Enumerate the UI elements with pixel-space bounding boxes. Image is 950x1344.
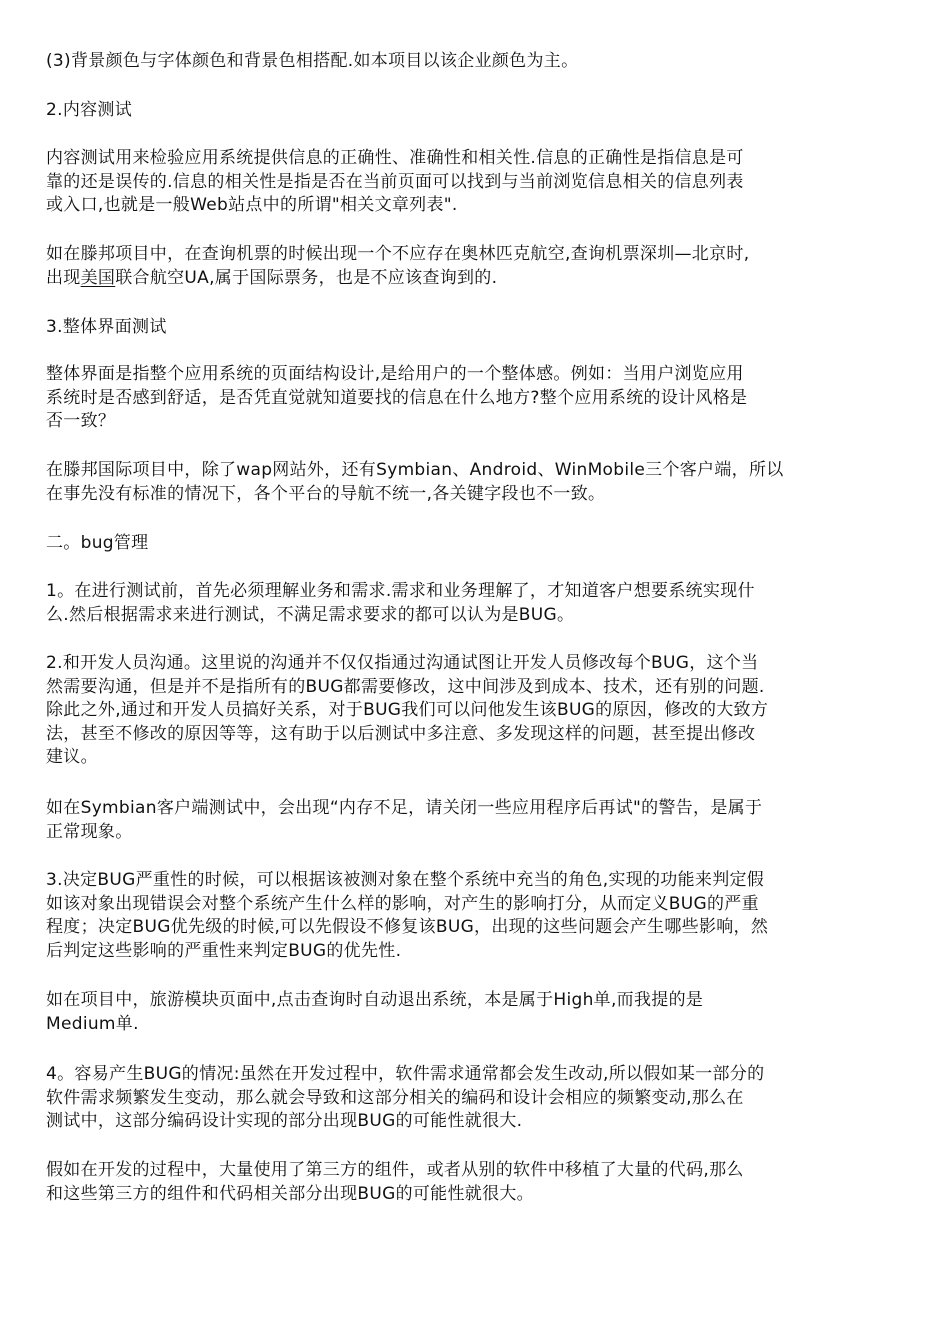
text-line: 正常现象。 [46,821,133,842]
text-segment: 联合航空UA,属于国际票务，也是不应该查询到的. [115,267,498,288]
text-line: 如该对象出现错误会对整个系统产生什么样的影响，对产生的影响打分，从而定义BUG的严重 [46,893,759,914]
text-line: 3.整体界面测试 [46,317,167,337]
paragraph-tengbang-example [46,243,916,290]
heading-bug-management [46,532,916,556]
paragraph-bug-4 [46,1063,916,1134]
text-line: 2.内容测试 [46,100,133,120]
text-line: Medium单. [46,1013,139,1034]
text-line: 2.和开发人员沟通。这里说的沟通并不仅仅指通过沟通试图让开发人员修改每个BUG，这个当 [46,653,759,673]
text-line: 如在Symbian客户端测试中，会出现“内存不足，请关闭一些应用程序后再试"的警告，是属于 [46,798,763,818]
paragraph-background-color [46,50,916,74]
text-line [46,267,916,291]
text-line: 程度；决定BUG优先级的时候,可以先假设不修复该BUG，出现的这些问题会产生哪些影响，然 [46,917,769,937]
heading-ui-test [46,316,916,340]
text-line: 整体界面是指整个应用系统的页面结构设计,是给用户的一个整体感。例如：当用户浏览应用 [46,364,744,384]
text-line: 二。bug管理 [46,533,149,553]
paragraph-content-test [46,147,916,218]
text-line: 法，甚至不修改的原因等等，这有助于以后测试中多注意、多发现这样的问题，甚至提出修改 [46,723,756,744]
text-line: 否一致？ [46,411,116,431]
paragraph-bug-2 [46,652,916,770]
paragraph-bug-1 [46,580,916,627]
paragraph-ui-test [46,363,916,434]
text-line: (3)背景颜色与字体颜色和背景色相搭配.如本项目以该企业颜色为主。 [46,51,579,71]
text-line: 和这些第三方的组件和代码相关部分出现BUG的可能性就很大。 [46,1183,534,1204]
text-line: 靠的还是误传的.信息的相关性是指是否在当前页面可以找到与当前浏览信息相关的信息列表 [46,171,744,192]
text-line: 在滕邦国际项目中，除了wap网站外，还有Symbian、Android、WinMobile三个客户端，所以 [46,460,784,480]
paragraph-bug-3 [46,869,916,963]
text-line: 系统时是否感到舒适，是否凭直觉就知道要找的信息在什么地方?整个应用系统的设计风格是 [46,387,748,408]
text-line: 然需要沟通，但是并不是指所有的BUG都需要修改，这中间涉及到成本、技术，还有别的问题. [46,676,765,697]
text-line: 1。在进行测试前，首先必须理解业务和需求.需求和业务理解了，才知道客户想要系统实现什 [46,581,755,601]
text-line: 建议。 [46,747,98,767]
paragraph-travel-example [46,989,916,1036]
text-line: 3.决定BUG严重性的时候，可以根据该被测对象在整个系统中充当的角色,实现的功能来判定假 [46,870,765,890]
text-segment: 出现 [46,267,81,288]
heading-content-test [46,99,916,123]
usa-link[interactable]: 美国 [80,267,116,288]
text-line: 软件需求频繁发生变动，那么就会导致和这部分相关的编码和设计会相应的频繁变动,那么在 [46,1087,744,1108]
paragraph-symbian-example [46,797,916,844]
paragraph-clients [46,459,916,506]
text-line: 如在滕邦项目中，在查询机票的时候出现一个不应存在奥林匹克航空,查询机票深圳—北京时, [46,244,750,264]
text-line: 么.然后根据需求来进行测试，不满足需求要求的都可以认为是BUG。 [46,604,575,625]
text-line: 假如在开发的过程中，大量使用了第三方的组件，或者从别的软件中移植了大量的代码,那么 [46,1160,744,1180]
text-line: 如在项目中，旅游模块页面中,点击查询时自动退出系统，本是属于High单,而我提的是 [46,990,704,1010]
text-line: 4。容易产生BUG的情况:虽然在开发过程中，软件需求通常都会发生改动,所以假如某一部分的 [46,1064,765,1084]
text-line: 测试中，这部分编码设计实现的部分出现BUG的可能性就很大. [46,1111,523,1131]
text-line: 在事先没有标准的情况下，各个平台的导航不统一,各关键字段也不一致。 [46,483,606,504]
text-line: 或入口,也就是一般Web站点中的所谓"相关文章列表". [46,195,458,215]
text-line: 除此之外,通过和开发人员搞好关系，对于BUG我们可以问他发生该BUG的原因，修改的大致方 [46,700,769,720]
text-line: 后判定这些影响的严重性来判定BUG的优先性. [46,940,402,961]
text-line: 内容测试用来检验应用系统提供信息的正确性、准确性和相关性.信息的正确性是指信息是可 [46,148,744,168]
paragraph-third-party [46,1159,916,1206]
